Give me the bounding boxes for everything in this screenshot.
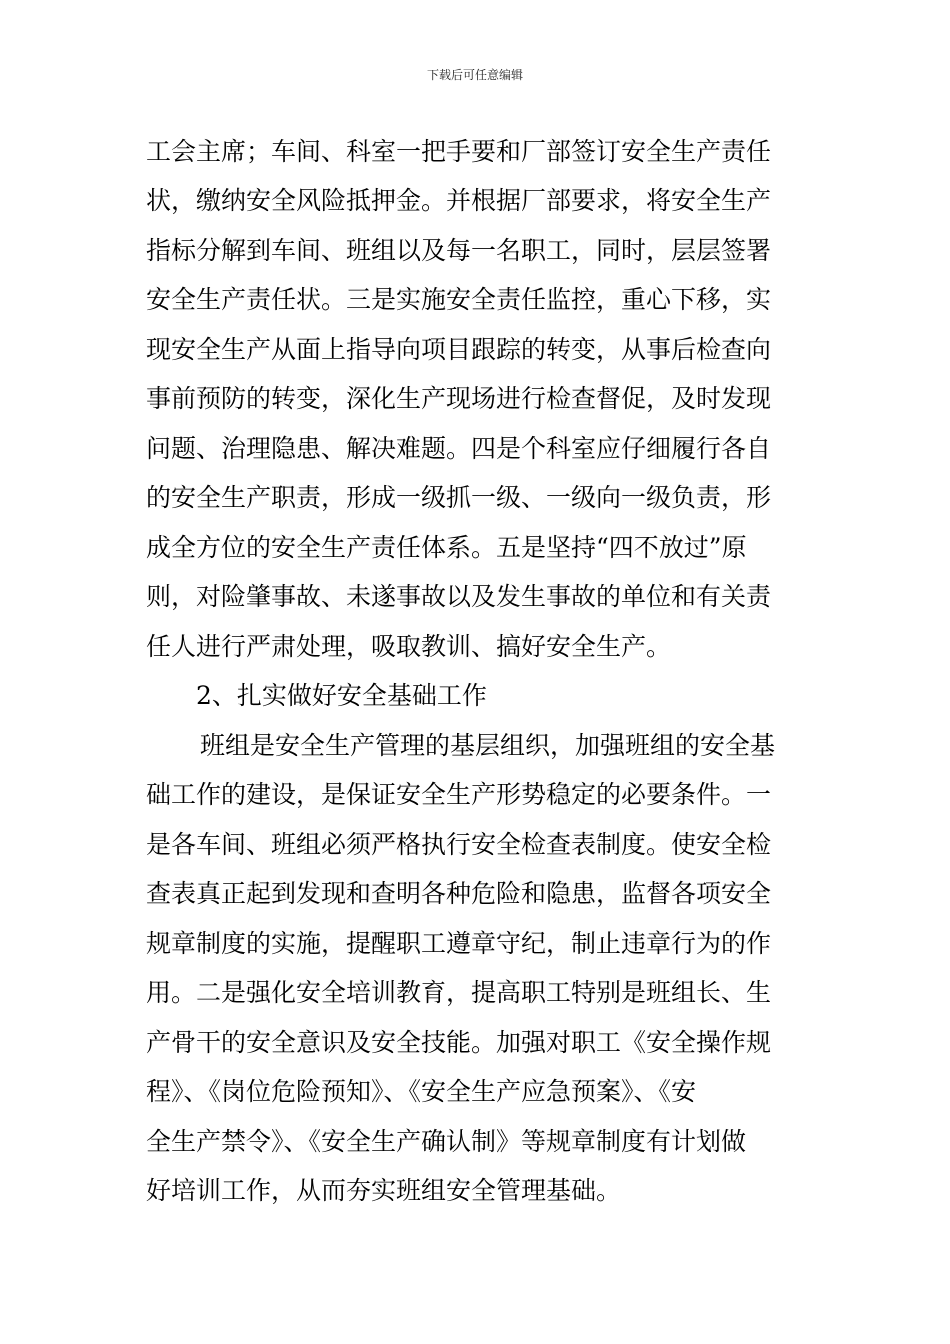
text-line-21: 全生产禁令》、《安全生产确认制》等规章制度有计划做 xyxy=(146,1127,747,1156)
text-line-11: 任人进行严肃处理，吸取教训、搞好安全生产。 xyxy=(146,632,672,661)
text-line-9: 成全方位的安全生产责任体系。五是坚持“四不放过”原 xyxy=(146,533,747,562)
page-header: 下载后可任意编辑 xyxy=(426,68,523,82)
text-line-13: 班组是安全生产管理的基层组织，加强班组的安全基 xyxy=(200,731,776,760)
text-line-22: 好培训工作，从而夯实班组安全管理基础。 xyxy=(146,1176,622,1205)
text-line-20: 程》、《岗位危险预知》、《安全生产应急预案》、《安 xyxy=(146,1077,697,1106)
text-line-17: 规章制度的实施，提醒职工遵章守纪，制止违章行为的作 xyxy=(146,929,772,958)
text-line-19: 产骨干的安全意识及安全技能。加强对职工《安全操作规 xyxy=(146,1028,772,1057)
text-line-1: 工会主席；车间、科室一把手要和厂部签订安全生产责任 xyxy=(146,137,772,166)
text-line-3: 指标分解到车间、班组以及每一名职工，同时，层层签署 xyxy=(146,236,772,265)
section-heading: 2、扎实做好安全基础工作 xyxy=(196,681,487,710)
text-line-7: 问题、治理隐患、解决难题。四是个科室应仔细履行各自 xyxy=(146,434,772,463)
text-line-14: 础工作的建设，是保证安全生产形势稳定的必要条件。一 xyxy=(146,780,772,809)
text-line-2: 状，缴纳安全风险抵押金。并根据厂部要求，将安全生产 xyxy=(146,186,772,215)
text-line-18: 用。二是强化安全培训教育，提高职工特别是班组长、生 xyxy=(146,978,772,1007)
text-line-15: 是各车间、班组必须严格执行安全检查表制度。使安全检 xyxy=(146,830,772,859)
text-line-5: 现安全生产从面上指导向项目跟踪的转变，从事后检查向 xyxy=(146,335,772,364)
text-line-8: 的安全生产职责，形成一级抓一级、一级向一级负责，形 xyxy=(146,483,772,512)
text-line-6: 事前预防的转变，深化生产现场进行检查督促，及时发现 xyxy=(146,384,772,413)
text-line-10: 则，对险肇事故、未遂事故以及发生事故的单位和有关责 xyxy=(146,582,772,611)
text-line-4: 安全生产责任状。三是实施安全责任监控，重心下移，实 xyxy=(146,285,772,314)
text-line-16: 查表真正起到发现和查明各种危险和隐患，监督各项安全 xyxy=(146,879,772,908)
